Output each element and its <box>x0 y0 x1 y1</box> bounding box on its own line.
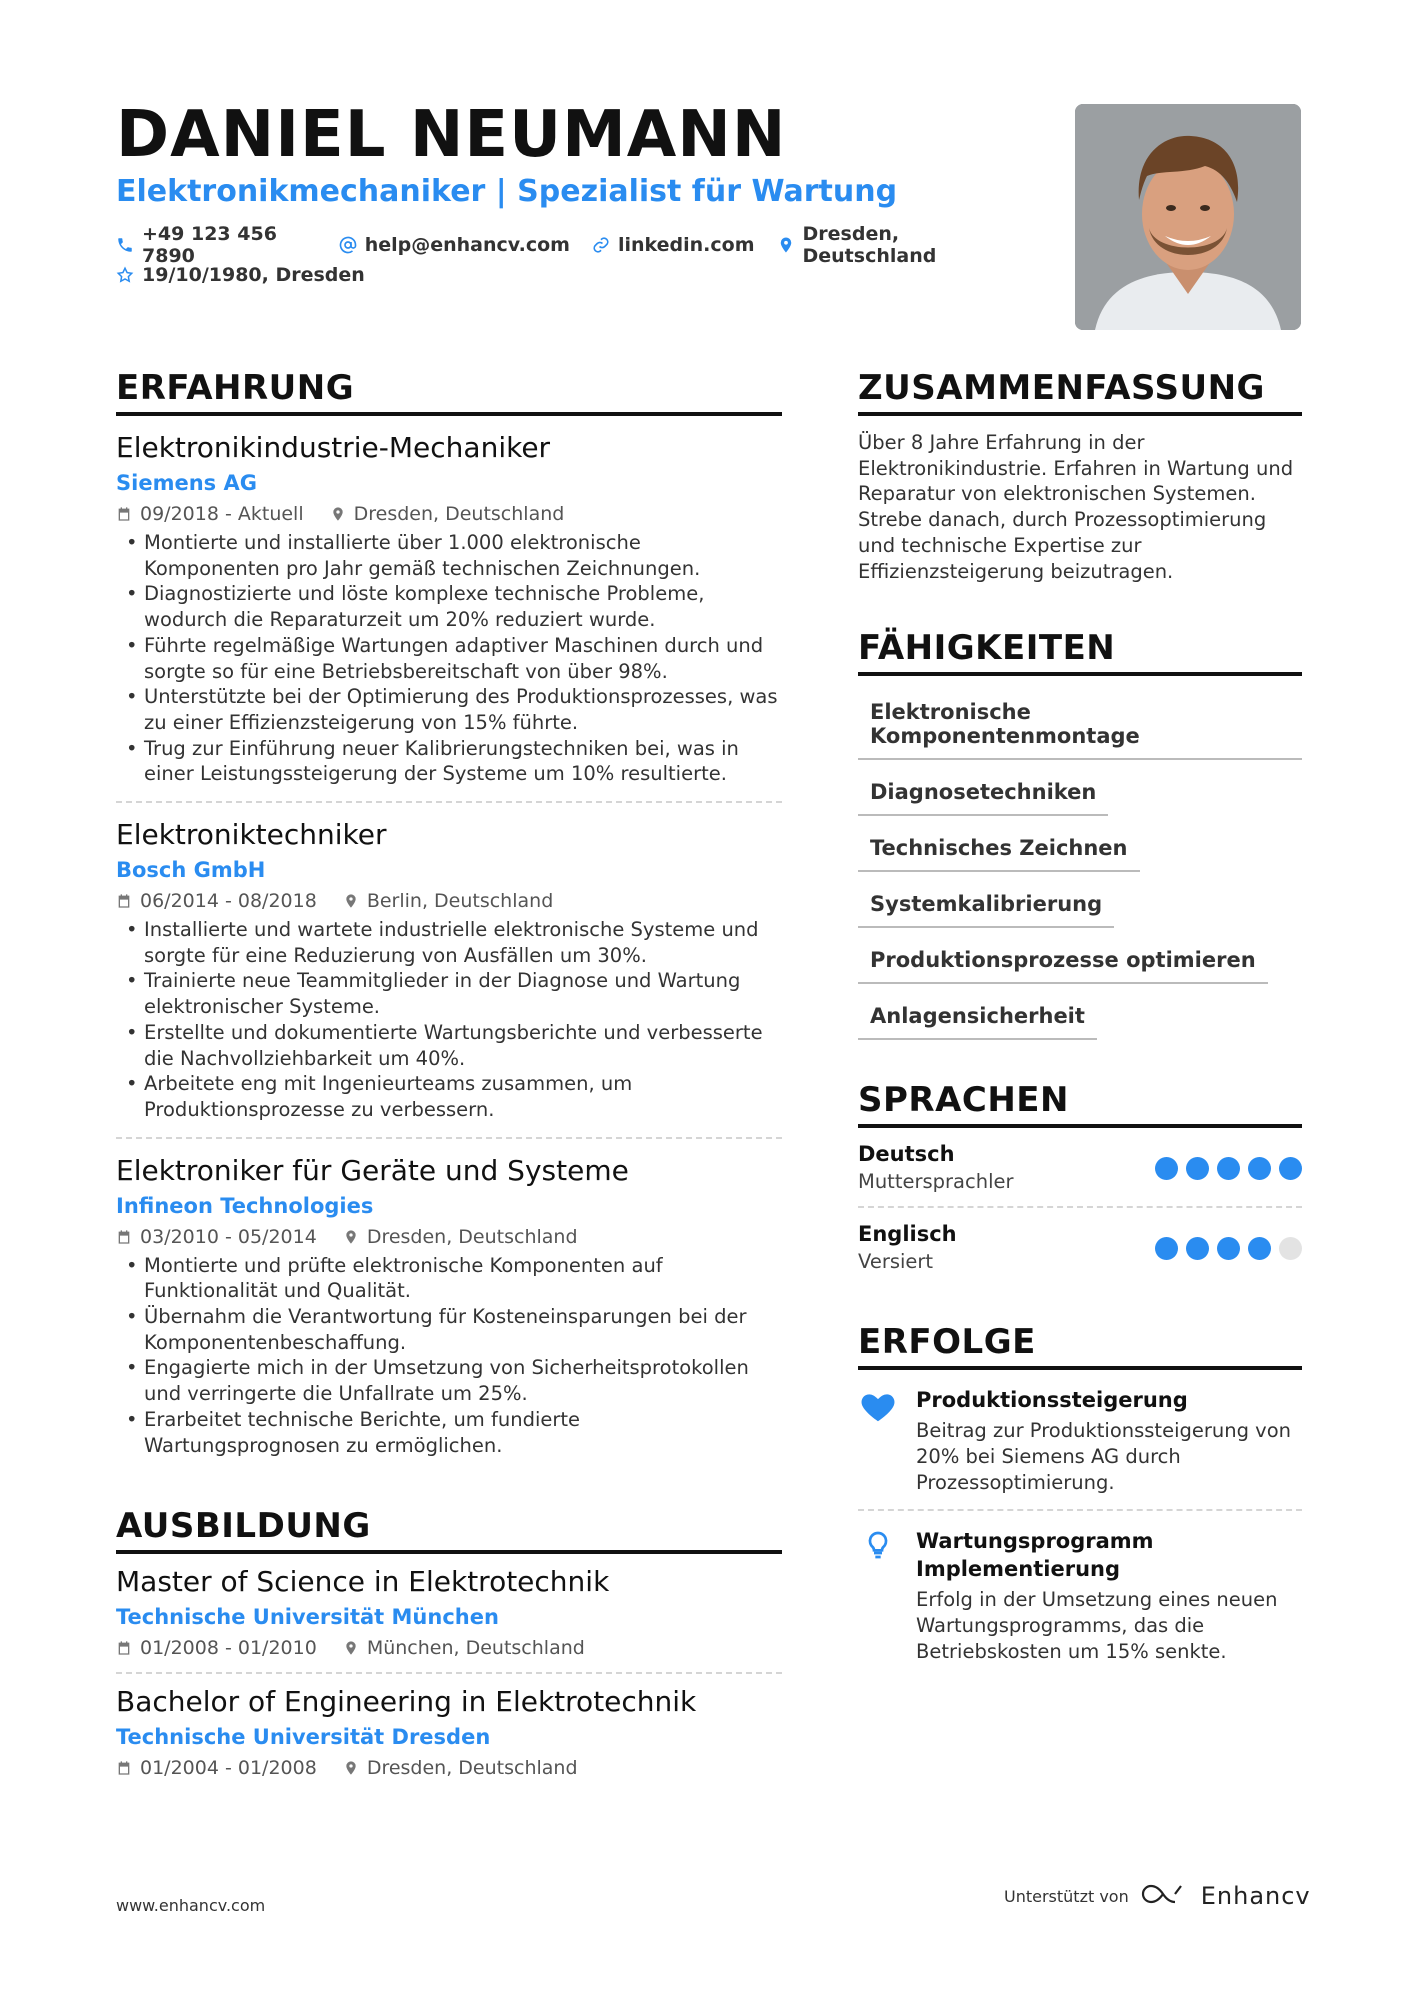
education-meta <box>116 1754 782 1782</box>
rating-dot-filled <box>1186 1157 1209 1180</box>
bullet-item: • Montierte und installierte über 1.000 elektronische Komponenten pro Jahr gemäß technischen Zeichnungen. <box>116 530 782 581</box>
company-name: Siemens AG <box>116 471 257 495</box>
bullet-item: • Erstellte und dokumentierte Wartungsberichte und verbesserte die Nachvollziehbarkeit um 40%. <box>116 1020 782 1071</box>
achievements-section-title: ERFOLGE <box>858 1322 1302 1370</box>
phone-text: +49 123 456 7890 <box>142 223 277 267</box>
bullet-item: • Erarbeitet technische Berichte, um fundierte Wartungsprognosen zu ermöglichen. <box>116 1407 782 1458</box>
powered-by-text: Unterstützt von <box>1004 1886 1129 1906</box>
lightbulb-icon <box>858 1527 898 1664</box>
summary-section-title: ZUSAMMENFASSUNG <box>858 368 1302 416</box>
rating-dot-filled <box>1186 1237 1209 1260</box>
location-contact <box>777 223 1017 267</box>
profile-photo <box>1075 104 1301 330</box>
map-pin-icon <box>343 893 359 909</box>
achievement-entry <box>858 1511 1302 1678</box>
education-entry <box>116 1554 782 1674</box>
summary-text: Über 8 Jahre Erfahrung in der Elektronikindustrie. Erfahren in Wartung und Reparatur von elektronischen Systemen. Strebe danach, durch Prozessoptimierung und technische Expertise zur Effizienzsteigerung beizutragen. <box>858 431 1294 583</box>
achievements-list <box>858 1370 1302 1678</box>
job-title: Elektronikindustrie-Mechaniker <box>116 431 551 464</box>
company-name: Infineon Technologies <box>116 1193 374 1218</box>
rating-dot-filled <box>1248 1237 1271 1260</box>
achievement-description: Erfolg in der Umsetzung eines neuen Wartungsprogramms, das die Betriebskosten um 15% senkte. <box>916 1588 1278 1663</box>
bullet-item: • Diagnostizierte und löste komplexe technische Probleme, wodurch die Reparaturzeit um 20% reduziert wurde. <box>116 581 782 632</box>
education-dates: 01/2004 - 01/2008 <box>140 1757 317 1780</box>
job-entry <box>116 803 782 1139</box>
rating-dot-filled <box>1155 1157 1178 1180</box>
phone-contact <box>116 223 317 267</box>
location-text: Dresden, Deutschland <box>802 223 937 267</box>
job-location: Dresden, Deutschland <box>366 1225 578 1248</box>
skills-list <box>858 688 1302 1040</box>
job-meta <box>116 887 782 915</box>
calendar-icon <box>116 1760 132 1776</box>
job-dates: 03/2010 - 05/2014 <box>140 1225 317 1248</box>
job-title: Elektroniktechniker <box>116 818 387 852</box>
skill-tag: Diagnosetechniken <box>858 768 1108 816</box>
rating-dot-filled <box>1248 1157 1271 1180</box>
calendar-icon <box>116 893 132 909</box>
map-pin-icon <box>777 236 795 254</box>
language-rating <box>1155 1157 1302 1180</box>
job-dates: 06/2014 - 08/2018 <box>140 890 317 913</box>
education-dates: 01/2008 - 01/2010 <box>140 1637 317 1660</box>
calendar-icon <box>116 506 132 522</box>
bullet-item: • Übernahm die Verantwortung für Kosteneinsparungen bei der Komponentenbeschaffung. <box>116 1304 782 1355</box>
enhancv-logo-icon <box>1141 1882 1189 1910</box>
job-meta <box>116 1223 782 1251</box>
skill-tag: Systemkalibrierung <box>858 880 1114 928</box>
language-name: Deutsch <box>858 1142 955 1167</box>
phone-icon <box>116 236 134 254</box>
degree-title: Master of Science in Elektrotechnik <box>116 1565 610 1599</box>
education-section-title: AUSBILDUNG <box>116 1506 782 1554</box>
education-list <box>116 1554 782 1792</box>
school-name: Technische Universität München <box>116 1605 499 1630</box>
map-pin-icon <box>343 1229 359 1245</box>
skill-tag: Anlagensicherheit <box>858 992 1097 1040</box>
language-name: Englisch <box>858 1222 957 1247</box>
calendar-icon <box>116 1229 132 1245</box>
education-location: Dresden, Deutschland <box>366 1757 578 1780</box>
map-pin-icon <box>330 506 346 522</box>
map-pin-icon <box>343 1640 359 1656</box>
footer-branding <box>1004 1882 1311 1910</box>
job-location: Berlin, Deutschland <box>366 890 554 913</box>
calendar-icon <box>116 1640 132 1656</box>
job-bullets <box>116 917 782 1123</box>
job-entry <box>116 1139 782 1473</box>
language-level: Muttersprachler <box>858 1170 1014 1194</box>
language-rating <box>1155 1237 1302 1260</box>
right-column <box>858 368 1302 1678</box>
rating-dot-filled <box>1279 1157 1302 1180</box>
job-entry <box>116 416 782 803</box>
skill-tag: Produktionsprozesse optimieren <box>858 936 1268 984</box>
linkedin-contact[interactable] <box>592 234 755 256</box>
map-pin-icon <box>343 1760 359 1776</box>
language-entry <box>858 1208 1302 1286</box>
email-contact[interactable] <box>339 234 570 256</box>
bullet-item: • Montierte und prüfte elektronische Komponenten auf Funktionalität und Qualität. <box>116 1253 782 1304</box>
enhancv-brand: Enhancv <box>1200 1882 1311 1910</box>
candidate-name: DANIEL NEUMANN <box>116 98 787 172</box>
linkedin-text: linkedin.com <box>617 234 755 256</box>
bullet-item: • Installierte und wartete industrielle elektronische Systeme und sorgte für eine Reduzierung von Ausfällen um 30%. <box>116 917 782 968</box>
bullet-item: • Engagierte mich in der Umsetzung von Sicherheitsprotokollen und verringerte die Unfallrate um 25%. <box>116 1355 782 1406</box>
job-meta <box>116 500 782 528</box>
achievement-description: Beitrag zur Produktionssteigerung von 20% bei Siemens AG durch Prozessoptimierung. <box>916 1419 1292 1494</box>
heart-icon <box>858 1386 898 1495</box>
languages-section-title: SPRACHEN <box>858 1080 1302 1128</box>
rating-dot-filled <box>1217 1157 1240 1180</box>
skills-section-title: FÄHIGKEITEN <box>858 628 1302 676</box>
birth-text: 19/10/1980, Dresden <box>142 264 365 286</box>
education-location: München, Deutschland <box>366 1637 585 1660</box>
education-entry <box>116 1674 782 1792</box>
job-title: Elektroniker für Geräte und Systeme <box>116 1153 629 1187</box>
job-bullets <box>116 530 782 787</box>
job-location: Dresden, Deutschland <box>353 503 565 525</box>
experience-list <box>116 416 782 1472</box>
language-level: Versiert <box>858 1250 934 1274</box>
bullet-item: • Führte regelmäßige Wartungen adaptiver Maschinen durch und sorgte so für eine Betriebsbereitschaft von über 98%. <box>116 633 782 684</box>
email-text: help@enhancv.com <box>364 234 570 256</box>
bullet-item: • Trug zur Einführung neuer Kalibrierungstechniken bei, was in einer Leistungssteigerung der Systeme um 10% resultierte. <box>116 736 782 787</box>
skill-tag: Elektronische Komponentenmontage <box>858 688 1302 760</box>
languages-list <box>858 1128 1302 1286</box>
at-icon <box>339 236 357 254</box>
company-name: Bosch GmbH <box>116 858 266 883</box>
language-entry <box>858 1128 1302 1208</box>
star-icon <box>116 266 134 284</box>
bullet-item: • Arbeitete eng mit Ingenieurteams zusammen, um Produktionsprozesse zu verbessern. <box>116 1071 782 1122</box>
rating-dot-empty <box>1279 1237 1302 1260</box>
rating-dot-filled <box>1217 1237 1240 1260</box>
bullet-item: • Trainierte neue Teammitglieder in der Diagnose und Wartung elektronischer Systeme. <box>116 968 782 1019</box>
achievement-entry <box>858 1370 1302 1511</box>
contact-info <box>116 223 1016 290</box>
school-name: Technische Universität Dresden <box>116 1725 491 1750</box>
achievement-title: Produktionssteigerung <box>916 1388 1188 1413</box>
birth-info <box>116 264 365 286</box>
skill-tag: Technisches Zeichnen <box>858 824 1140 872</box>
education-meta <box>116 1634 782 1662</box>
job-bullets <box>116 1253 782 1459</box>
candidate-headline: Elektronikmechaniker | Spezialist für Wartung <box>116 174 898 209</box>
experience-section-title: ERFAHRUNG <box>116 368 782 416</box>
left-column <box>116 368 782 1792</box>
bullet-item: • Unterstützte bei der Optimierung des Produktionsprozesses, was zu einer Effizienzsteigerung von 15% führte. <box>116 684 782 735</box>
link-icon <box>592 236 610 254</box>
footer-website[interactable]: www.enhancv.com <box>116 1896 266 1915</box>
rating-dot-filled <box>1155 1237 1178 1260</box>
job-dates: 09/2018 - Aktuell <box>140 503 304 525</box>
degree-title: Bachelor of Engineering in Elektrotechnik <box>116 1685 697 1719</box>
achievement-title: Wartungsprogramm Implementierung <box>916 1529 1154 1582</box>
